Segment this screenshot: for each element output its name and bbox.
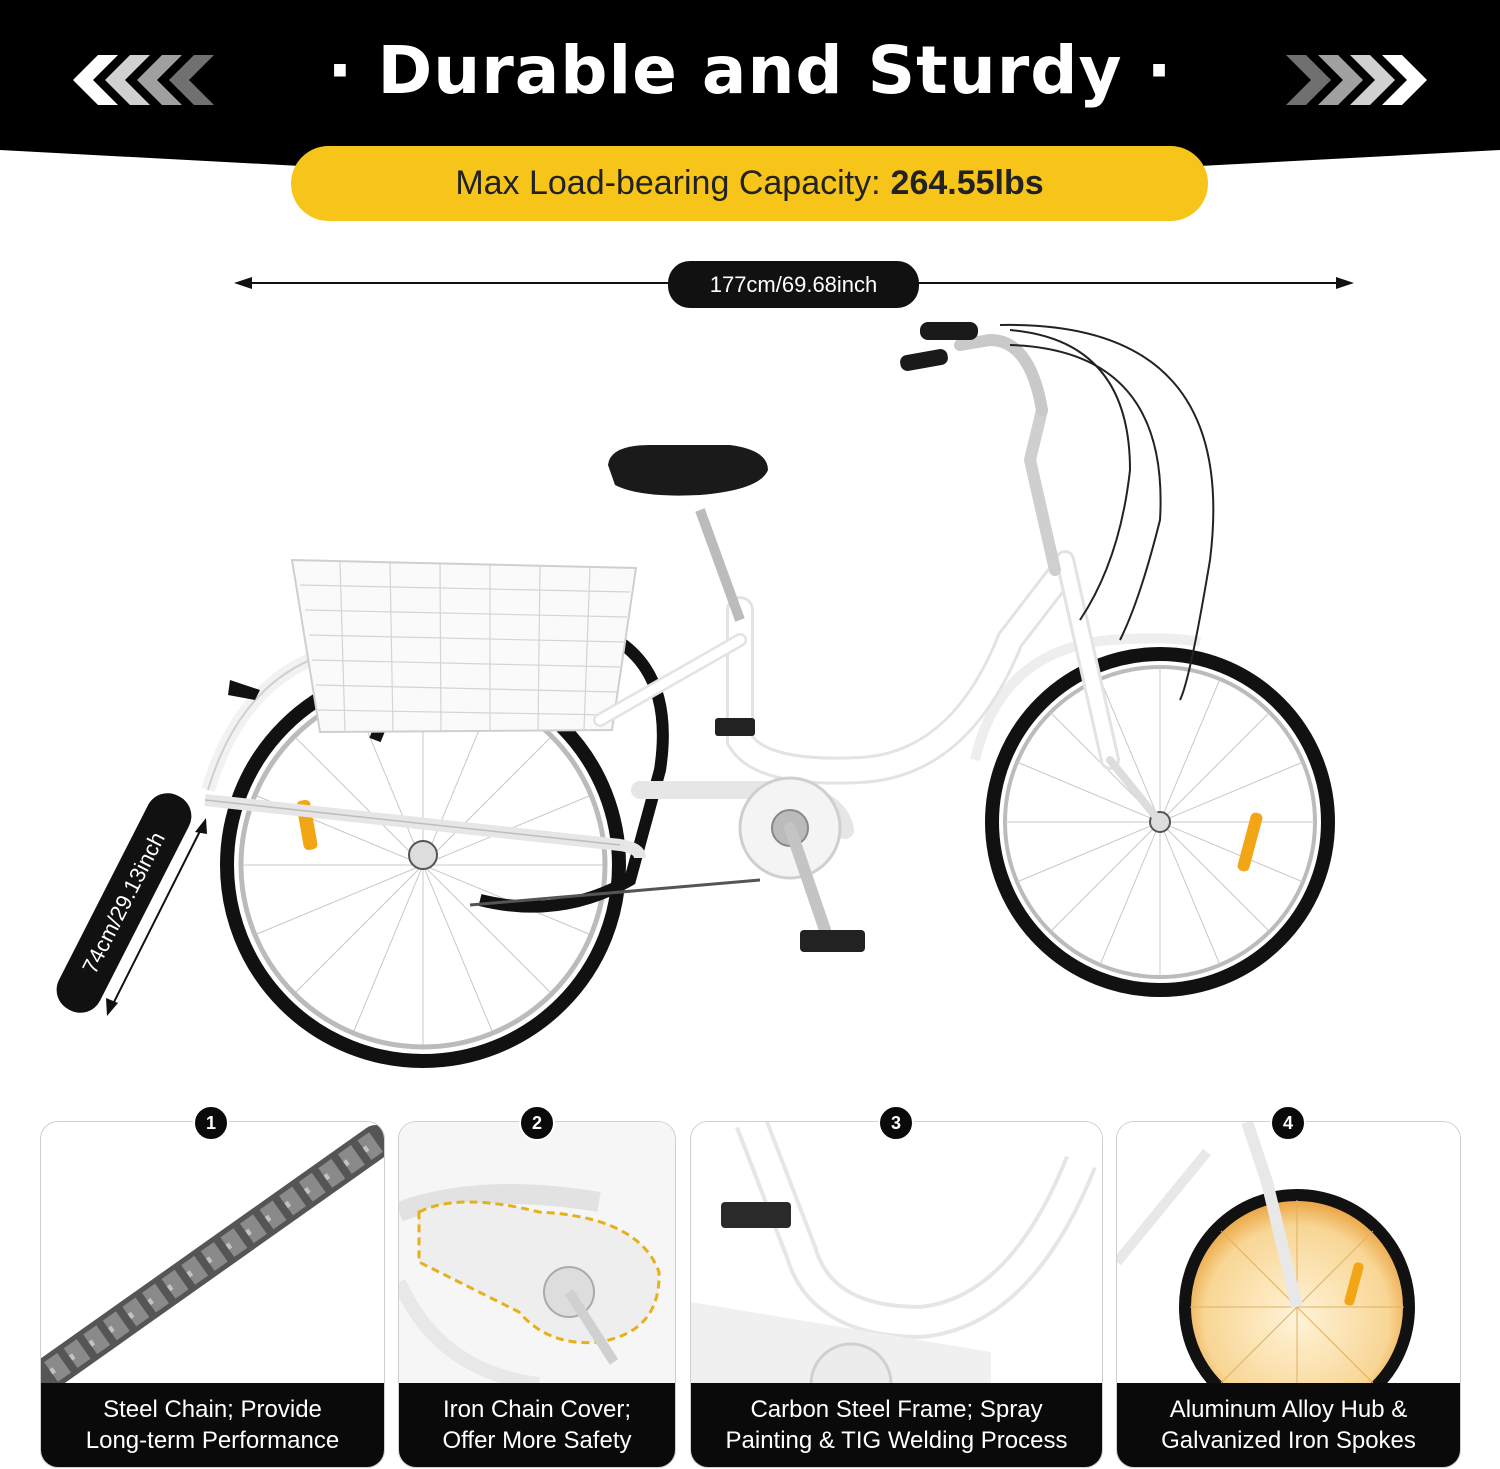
handlebar-grip <box>920 322 978 340</box>
frame-image <box>691 1122 1102 1384</box>
feature-caption-4: Aluminum Alloy Hub & Galvanized Iron Spokes <box>1117 1383 1460 1467</box>
feature-card-chain <box>40 1121 385 1468</box>
feature-card-hub <box>1116 1121 1461 1468</box>
feature-number-4: 4 <box>1270 1105 1306 1141</box>
feature-caption-2: Iron Chain Cover; Offer More Safety <box>399 1383 675 1467</box>
seat <box>608 445 768 496</box>
length-label: 177cm/69.68inch <box>668 261 919 308</box>
feature-card-chain-cover <box>398 1121 676 1468</box>
page-title: · Durable and Sturdy · <box>327 32 1173 109</box>
height-label: 74cm/29.13inch <box>49 786 199 1021</box>
feature-caption-1: Steel Chain; Provide Long-term Performance <box>41 1383 384 1467</box>
basket <box>292 560 636 732</box>
feature-number-2: 2 <box>519 1105 555 1141</box>
capacity-value: 264.55lbs <box>890 164 1044 202</box>
steel-chain-image <box>41 1122 384 1384</box>
feature-card-frame <box>690 1121 1103 1468</box>
feature-caption-3: Carbon Steel Frame; Spray Painting & TIG Welding Process <box>691 1383 1102 1467</box>
frame <box>600 560 1160 830</box>
chain-cover-image <box>399 1122 675 1384</box>
feature-number-1: 1 <box>193 1105 229 1141</box>
hub-spokes-image <box>1117 1122 1460 1384</box>
capacity-label: Max Load-bearing Capacity: <box>455 164 881 202</box>
feature-number-3: 3 <box>878 1105 914 1141</box>
pedal <box>800 930 865 952</box>
